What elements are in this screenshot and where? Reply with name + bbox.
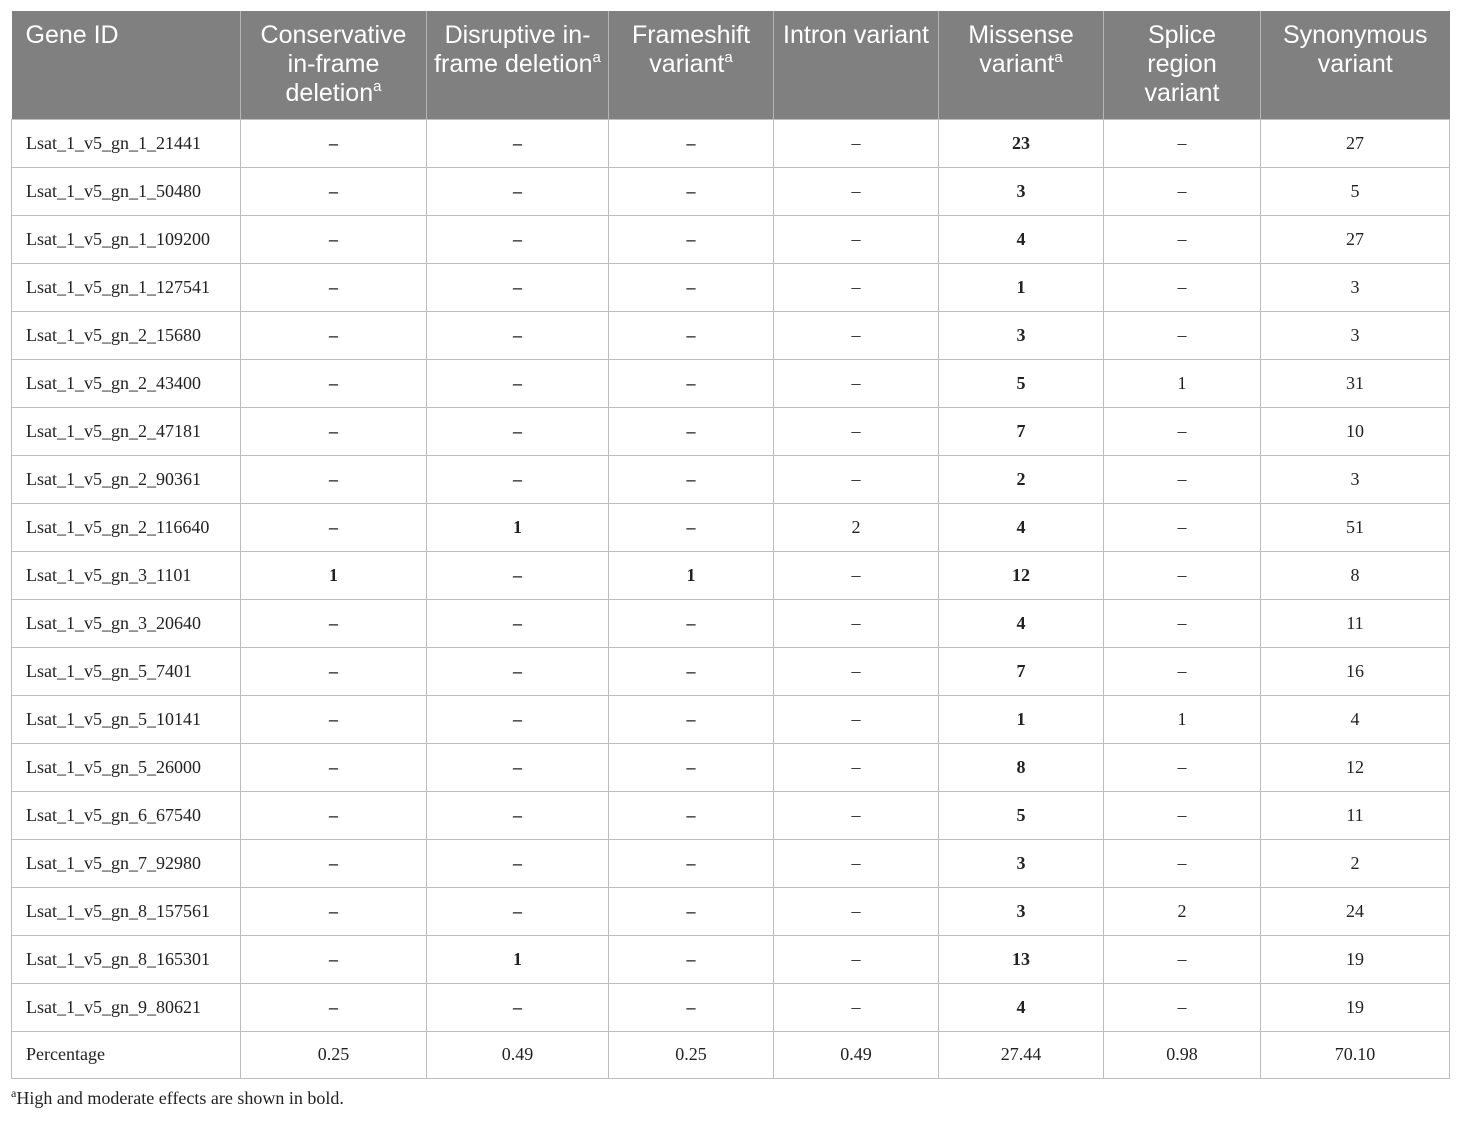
table-cell: – [1104, 647, 1261, 695]
table-cell: – [774, 839, 939, 887]
table-cell: – [609, 119, 774, 167]
gene-id-cell: Lsat_1_v5_gn_5_7401 [12, 647, 241, 695]
table-cell: – [427, 551, 609, 599]
table-cell: 3 [939, 167, 1104, 215]
table-cell: 1 [939, 695, 1104, 743]
gene-id-cell: Lsat_1_v5_gn_2_116640 [12, 503, 241, 551]
table-cell: – [1104, 455, 1261, 503]
table-cell: 4 [939, 215, 1104, 263]
table-cell: – [241, 599, 427, 647]
table-cell: – [609, 599, 774, 647]
table-cell: – [427, 215, 609, 263]
table-cell: – [774, 599, 939, 647]
table-cell: – [427, 743, 609, 791]
table-cell: – [609, 407, 774, 455]
table-cell: – [774, 935, 939, 983]
table-cell: 7 [939, 647, 1104, 695]
table-cell: – [774, 119, 939, 167]
gene-id-cell: Lsat_1_v5_gn_2_47181 [12, 407, 241, 455]
header-missense-variant: Missense variant$^a$ [939, 11, 1104, 119]
header-conservative-inframe-deletion: Conservative in-frame deletion$^a$ [241, 11, 427, 119]
table-cell: – [241, 167, 427, 215]
table-row [12, 935, 1450, 983]
table-row [12, 983, 1450, 1031]
table-row [12, 791, 1450, 839]
table-cell: 1 [939, 263, 1104, 311]
table-cell: – [241, 935, 427, 983]
gene-id-cell: Lsat_1_v5_gn_1_127541 [12, 263, 241, 311]
table-row [12, 215, 1450, 263]
table-cell: – [1104, 215, 1261, 263]
table-cell: – [774, 407, 939, 455]
percentage-cell: 27.44 [939, 1031, 1104, 1078]
table-cell: 19 [1261, 935, 1450, 983]
table-cell: – [609, 791, 774, 839]
table-cell: – [241, 119, 427, 167]
table-cell: – [774, 263, 939, 311]
table-cell: 27 [1261, 215, 1450, 263]
table-cell: – [241, 503, 427, 551]
table-cell: – [1104, 839, 1261, 887]
table-cell: – [427, 119, 609, 167]
table-cell: – [427, 839, 609, 887]
table-row [12, 887, 1450, 935]
table-cell: – [609, 983, 774, 1031]
header-disruptive-inframe-deletion: Disruptive in-frame deletion$^a$ [427, 11, 609, 119]
table-cell: – [241, 215, 427, 263]
table-cell: – [427, 407, 609, 455]
table-cell: – [1104, 167, 1261, 215]
table-cell: – [241, 839, 427, 887]
table-cell: – [1104, 935, 1261, 983]
header-gene-id: Gene ID [12, 11, 241, 119]
percentage-cell: 0.49 [427, 1031, 609, 1078]
footnote-text: High and moderate effects are shown in bold. [16, 1088, 344, 1108]
table-cell: 27 [1261, 119, 1450, 167]
table-cell: – [241, 359, 427, 407]
table-cell: 51 [1261, 503, 1450, 551]
gene-id-cell: Lsat_1_v5_gn_1_21441 [12, 119, 241, 167]
table-cell: – [427, 455, 609, 503]
table-cell: 8 [1261, 551, 1450, 599]
table-cell: 10 [1261, 407, 1450, 455]
table-cell: 16 [1261, 647, 1450, 695]
table-row [12, 119, 1450, 167]
table-cell: – [609, 743, 774, 791]
table-cell: – [241, 263, 427, 311]
table-row [12, 407, 1450, 455]
table-row [12, 167, 1450, 215]
table-cell: 7 [939, 407, 1104, 455]
table-cell: 1 [241, 551, 427, 599]
gene-id-cell: Lsat_1_v5_gn_7_92980 [12, 839, 241, 887]
table-cell: – [609, 455, 774, 503]
table-cell: – [609, 215, 774, 263]
table-cell: 4 [939, 503, 1104, 551]
table-cell: – [609, 935, 774, 983]
table-cell: – [241, 407, 427, 455]
header-intron-variant: Intron variant [774, 11, 939, 119]
gene-id-cell: Lsat_1_v5_gn_2_15680 [12, 311, 241, 359]
table-cell: – [609, 839, 774, 887]
table-cell: – [774, 359, 939, 407]
table-row [12, 647, 1450, 695]
table-cell: 11 [1261, 599, 1450, 647]
table-cell: 2 [774, 503, 939, 551]
table-cell: – [609, 695, 774, 743]
table-cell: – [241, 311, 427, 359]
table-row [12, 695, 1450, 743]
percentage-cell: 0.25 [241, 1031, 427, 1078]
table-cell: 4 [939, 983, 1104, 1031]
percentage-cell: 0.98 [1104, 1031, 1261, 1078]
table-cell: – [609, 167, 774, 215]
table-row [12, 743, 1450, 791]
percentage-row [12, 1031, 1450, 1078]
gene-id-cell: Lsat_1_v5_gn_8_157561 [12, 887, 241, 935]
table-cell: 2 [939, 455, 1104, 503]
table-cell: 1 [609, 551, 774, 599]
table-cell: 4 [1261, 695, 1450, 743]
percentage-label: Percentage [12, 1031, 241, 1078]
table-cell: 5 [939, 791, 1104, 839]
gene-id-cell: Lsat_1_v5_gn_6_67540 [12, 791, 241, 839]
variant-effects-table [11, 11, 1450, 1079]
percentage-cell: 0.25 [609, 1031, 774, 1078]
table-cell: 3 [939, 887, 1104, 935]
table-cell: – [774, 743, 939, 791]
table-cell: 13 [939, 935, 1104, 983]
table-cell: 3 [939, 839, 1104, 887]
gene-id-cell: Lsat_1_v5_gn_3_20640 [12, 599, 241, 647]
table-cell: 2 [1104, 887, 1261, 935]
table-cell: – [774, 647, 939, 695]
table-header-row [12, 11, 1450, 119]
table-cell: – [1104, 743, 1261, 791]
table-cell: – [427, 647, 609, 695]
table-row [12, 599, 1450, 647]
table-cell: 1 [427, 935, 609, 983]
table-cell: 23 [939, 119, 1104, 167]
table-cell: 24 [1261, 887, 1450, 935]
gene-id-cell: Lsat_1_v5_gn_5_26000 [12, 743, 241, 791]
gene-id-cell: Lsat_1_v5_gn_8_165301 [12, 935, 241, 983]
header-frameshift-variant: Frameshift variant$^a$ [609, 11, 774, 119]
table-cell: – [427, 311, 609, 359]
table-cell: – [609, 311, 774, 359]
table-cell: – [1104, 791, 1261, 839]
table-cell: 8 [939, 743, 1104, 791]
table-cell: – [427, 167, 609, 215]
table-cell: – [774, 215, 939, 263]
header-synonymous-variant: Synonymous variant [1261, 11, 1450, 119]
table-cell: – [1104, 551, 1261, 599]
table-cell: 1 [1104, 359, 1261, 407]
table-cell: 2 [1261, 839, 1450, 887]
percentage-cell: 0.49 [774, 1031, 939, 1078]
table-cell: – [1104, 119, 1261, 167]
table-cell: – [774, 455, 939, 503]
gene-id-cell: Lsat_1_v5_gn_1_50480 [12, 167, 241, 215]
table-cell: – [241, 695, 427, 743]
table-cell: – [241, 983, 427, 1031]
table-cell: – [1104, 503, 1261, 551]
table-cell: – [774, 983, 939, 1031]
table-row [12, 551, 1450, 599]
gene-id-cell: Lsat_1_v5_gn_3_1101 [12, 551, 241, 599]
table-cell: – [241, 887, 427, 935]
table-row [12, 359, 1450, 407]
table-cell: 4 [939, 599, 1104, 647]
table-cell: – [609, 647, 774, 695]
table-row [12, 263, 1450, 311]
table-cell: 3 [939, 311, 1104, 359]
table-cell: 12 [1261, 743, 1450, 791]
gene-id-cell: Lsat_1_v5_gn_9_80621 [12, 983, 241, 1031]
table-cell: – [774, 311, 939, 359]
table-cell: – [609, 887, 774, 935]
table-cell: – [427, 359, 609, 407]
table-cell: – [774, 551, 939, 599]
table-cell: 1 [427, 503, 609, 551]
table-cell: – [1104, 311, 1261, 359]
table-row [12, 503, 1450, 551]
table-cell: – [427, 599, 609, 647]
table-cell: 11 [1261, 791, 1450, 839]
gene-id-cell: Lsat_1_v5_gn_1_109200 [12, 215, 241, 263]
table-cell: – [609, 263, 774, 311]
table-cell: 5 [1261, 167, 1450, 215]
table-cell: – [1104, 263, 1261, 311]
table-cell: 3 [1261, 311, 1450, 359]
table-cell: – [427, 983, 609, 1031]
table-cell: 3 [1261, 263, 1450, 311]
table-row [12, 455, 1450, 503]
table-cell: – [241, 455, 427, 503]
table-cell: – [1104, 407, 1261, 455]
table-cell: – [241, 791, 427, 839]
table-cell: – [609, 503, 774, 551]
footnote-marker: a [11, 1086, 17, 1100]
table-cell: 12 [939, 551, 1104, 599]
table-cell: – [609, 359, 774, 407]
table-cell: – [427, 887, 609, 935]
table-cell: – [241, 743, 427, 791]
table-cell: – [774, 167, 939, 215]
table-cell: – [427, 695, 609, 743]
table-row [12, 311, 1450, 359]
table-cell: – [241, 647, 427, 695]
table-cell: – [774, 887, 939, 935]
gene-id-cell: Lsat_1_v5_gn_2_43400 [12, 359, 241, 407]
table-cell: – [1104, 599, 1261, 647]
table-row [12, 839, 1450, 887]
table-cell: – [1104, 983, 1261, 1031]
gene-id-cell: Lsat_1_v5_gn_5_10141 [12, 695, 241, 743]
gene-id-cell: Lsat_1_v5_gn_2_90361 [12, 455, 241, 503]
table-cell: 31 [1261, 359, 1450, 407]
percentage-cell: 70.10 [1261, 1031, 1450, 1078]
header-splice-region-variant: Splice region variant [1104, 11, 1261, 119]
table-cell: 3 [1261, 455, 1450, 503]
table-cell: 5 [939, 359, 1104, 407]
table-cell: – [774, 791, 939, 839]
table-footnote [11, 1088, 344, 1109]
table-cell: – [427, 791, 609, 839]
table-cell: 1 [1104, 695, 1261, 743]
table-cell: – [774, 695, 939, 743]
table-cell: 19 [1261, 983, 1450, 1031]
table-cell: – [427, 263, 609, 311]
